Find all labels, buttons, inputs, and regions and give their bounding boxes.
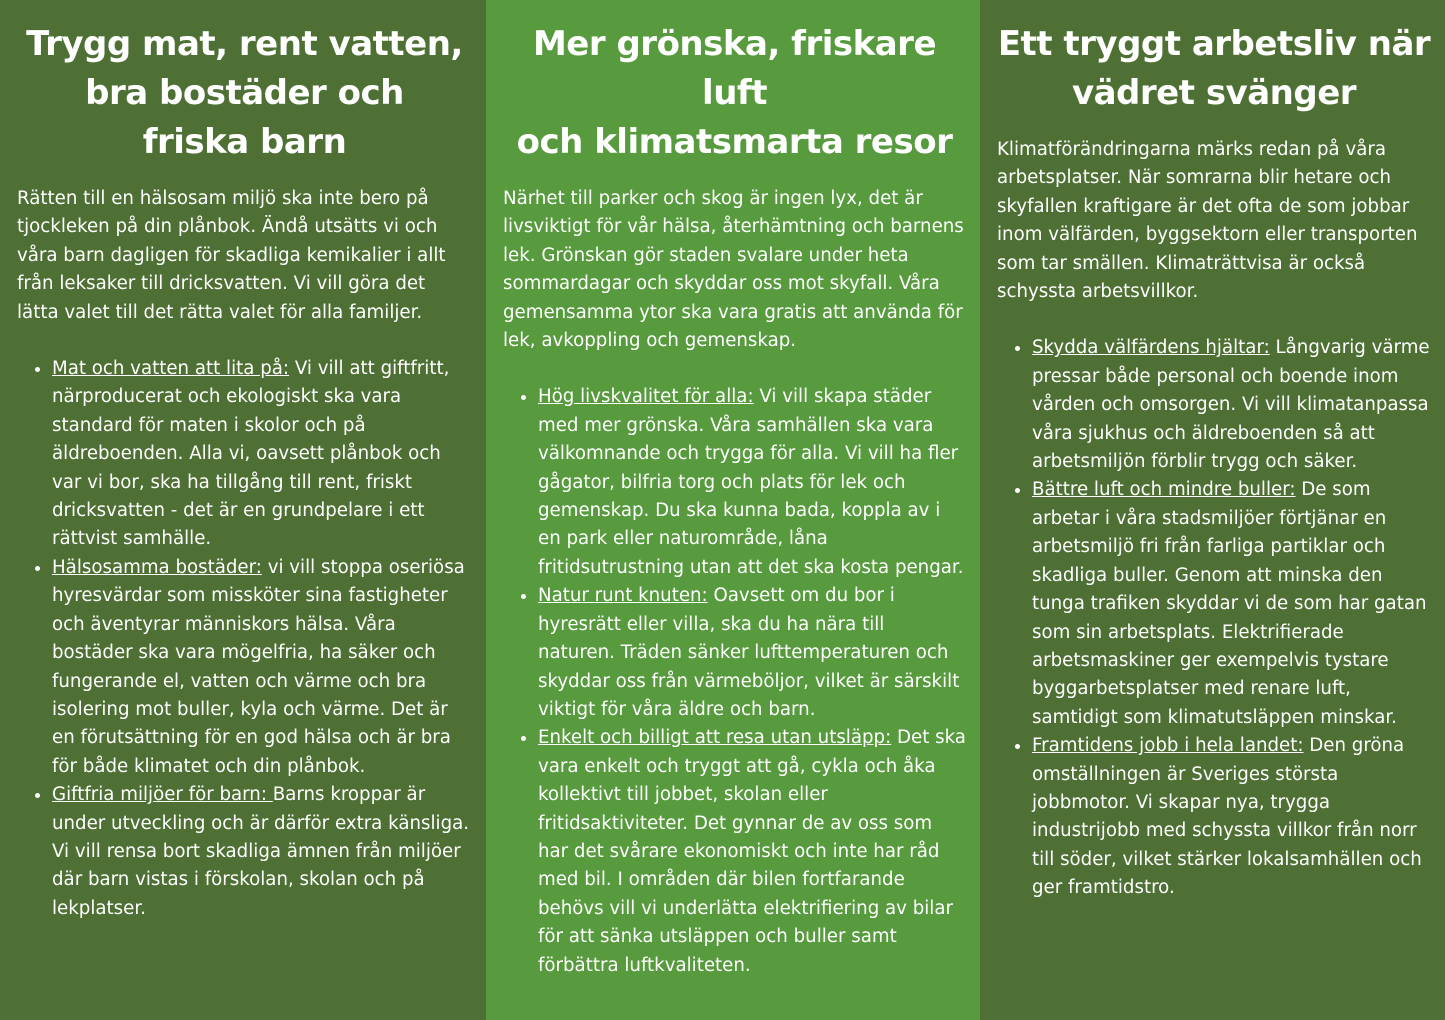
bullet-list	[997, 334, 1431, 902]
item-lead: Giftfria miljöer för barn:	[52, 784, 273, 806]
title-line: vädret svänger	[1071, 73, 1357, 113]
list-item	[538, 582, 966, 724]
column-safe-food-water	[0, 0, 486, 1020]
item-text: Långvarig värme pressar både personal och boende inom vården och omsorgen. Vi vill klimatanpassa våra sjukhus och äldreboenden så att arbetsmiljön förblir trygg och säker.	[1032, 337, 1430, 473]
title-line: Mer grönska, friskare luft	[532, 24, 937, 113]
item-text: Det ska vara enkelt och tryggt att gå, cykla och åka kollektivt till jobbet, skolan eller fritidsaktiviteter. Det gynnar de av oss som har det svårare ekonomiskt och inte har råd med bil. I områden där bilen fortfarande behövs vill vi underlätta elektrifiering av bilar för att sänka utsläppen och buller samt förbättra luftkvaliteten.	[538, 727, 966, 976]
bullet-list	[503, 383, 966, 980]
item-lead: Enkelt och billigt att resa utan utsläpp:	[538, 727, 892, 749]
list-item	[1032, 334, 1431, 476]
title-line: Trygg mat, rent vatten,	[26, 24, 463, 64]
item-lead: Framtidens jobb i hela landet:	[1032, 735, 1304, 757]
column-title	[17, 20, 472, 167]
item-lead: Natur runt knuten:	[538, 585, 708, 607]
item-text: Oavsett om du bor i hyresrätt eller villa, ska du ha nära till naturen. Träden sänker lufttemperaturen och skyddar oss från värmeböljor, vilket är särskilt viktigt för våra äldre och barn.	[538, 585, 960, 720]
item-lead: Hälsosamma bostäder:	[52, 556, 262, 578]
item-lead: Bättre luft och mindre buller:	[1032, 479, 1296, 501]
list-item	[538, 724, 966, 980]
item-lead: Skydda välfärdens hjältar:	[1032, 337, 1270, 359]
item-text: Barns kroppar är under utveckling och är därför extra känsliga. Vi vill rensa bort skadliga ämnen från miljöer där barn vistas i förskolan, skolan och på lekplatser.	[52, 784, 470, 919]
item-text: De som arbetar i våra stadsmiljöer förtjänar en arbetsmiljö fri från farliga partiklar och skadliga buller. Genom att minska den tunga trafiken skyddar vi de som har gatan som sin arbetsplats. Elektrifierade arbetsmaskiner ger exempelvis tystare byggarbetsplatser med renare luft, samtidigt som klimatutsläppen minskar.	[1032, 479, 1427, 728]
list-item	[1032, 476, 1431, 732]
list-item	[52, 355, 472, 554]
column-safe-working-life	[980, 0, 1445, 1020]
item-lead: Hög livskvalitet för alla:	[538, 386, 754, 408]
item-text: Vi vill skapa städer med mer grönska. Våra samhällen ska vara välkomnande och trygga för alla. Vi vill ha fler gågator, bilfria torg och plats för lek och gemenskap. Du ska kunna bada, koppla av i en park eller naturområde, låna fritidsutrustning utan att det ska kosta pengar.	[538, 386, 964, 578]
list-item	[1032, 732, 1431, 902]
intro-paragraph: Rätten till en hälsosam miljö ska inte bero på tjockleken på din plånbok. Ändå utsätts vi och våra barn dagligen för skadliga kemikalier i allt från leksaker till dricksvatten. Vi vill göra det lätta valet till det rätta valet för alla familjer.	[17, 188, 446, 323]
title-line: Ett tryggt arbetsliv när	[997, 24, 1431, 64]
bullet-list	[17, 355, 472, 923]
item-lead: Mat och vatten att lita på:	[52, 358, 290, 380]
column-title	[503, 20, 966, 167]
list-item	[52, 781, 472, 923]
list-item	[538, 383, 966, 582]
column-title	[997, 20, 1431, 118]
item-text: vi vill stoppa oseriösa hyresvärdar som missköter sina fastigheter och äventyrar människors hälsa. Våra bostäder ska vara mögelfria, ha säker och fungerande el, vatten och värme och bra isolering mot buller, kyla och värme. Det är en förutsättning för en god hälsa och är bra för både klimatet och din plånbok.	[52, 556, 465, 777]
title-line: bra bostäder och	[85, 73, 404, 113]
column-greenery-air-travel	[486, 0, 980, 1020]
item-text: Vi vill att giftfritt, närproducerat och ekologiskt ska vara standard för maten i skolor och på äldreboenden. Alla vi, oavsett plånbok och var vi bor, ska ha tillgång till rent, friskt dricksvatten - det är en grundpelare i ett rättvist samhälle.	[52, 358, 450, 550]
title-line: och klimatsmarta resor	[516, 122, 953, 162]
item-text: Den gröna omställningen är Sveriges största jobbmotor. Vi skapar nya, trygga industrijobb med schyssta villkor från norr till söder, vilket stärker lokalsamhällen och ger framtidstro.	[1032, 735, 1422, 899]
intro-paragraph: Närhet till parker och skog är ingen lyx, det är livsviktigt för vår hälsa, återhämtning och barnens lek. Grönskan gör staden svalare under heta sommardagar och skyddar oss mot skyfall. Våra gemensamma ytor ska vara gratis att använda för lek, avkoppling och gemenskap.	[503, 188, 964, 352]
intro-paragraph: Klimatförändringarna märks redan på våra arbetsplatser. När somrarna blir hetare och skyfallen kraftigare är det ofta de som jobbar inom välfärden, byggsektorn eller transporten som tar smällen. Klimaträttvisa är också schyssta arbetsvillkor.	[997, 139, 1418, 303]
list-item	[52, 554, 472, 781]
title-line: friska barn	[142, 122, 347, 162]
